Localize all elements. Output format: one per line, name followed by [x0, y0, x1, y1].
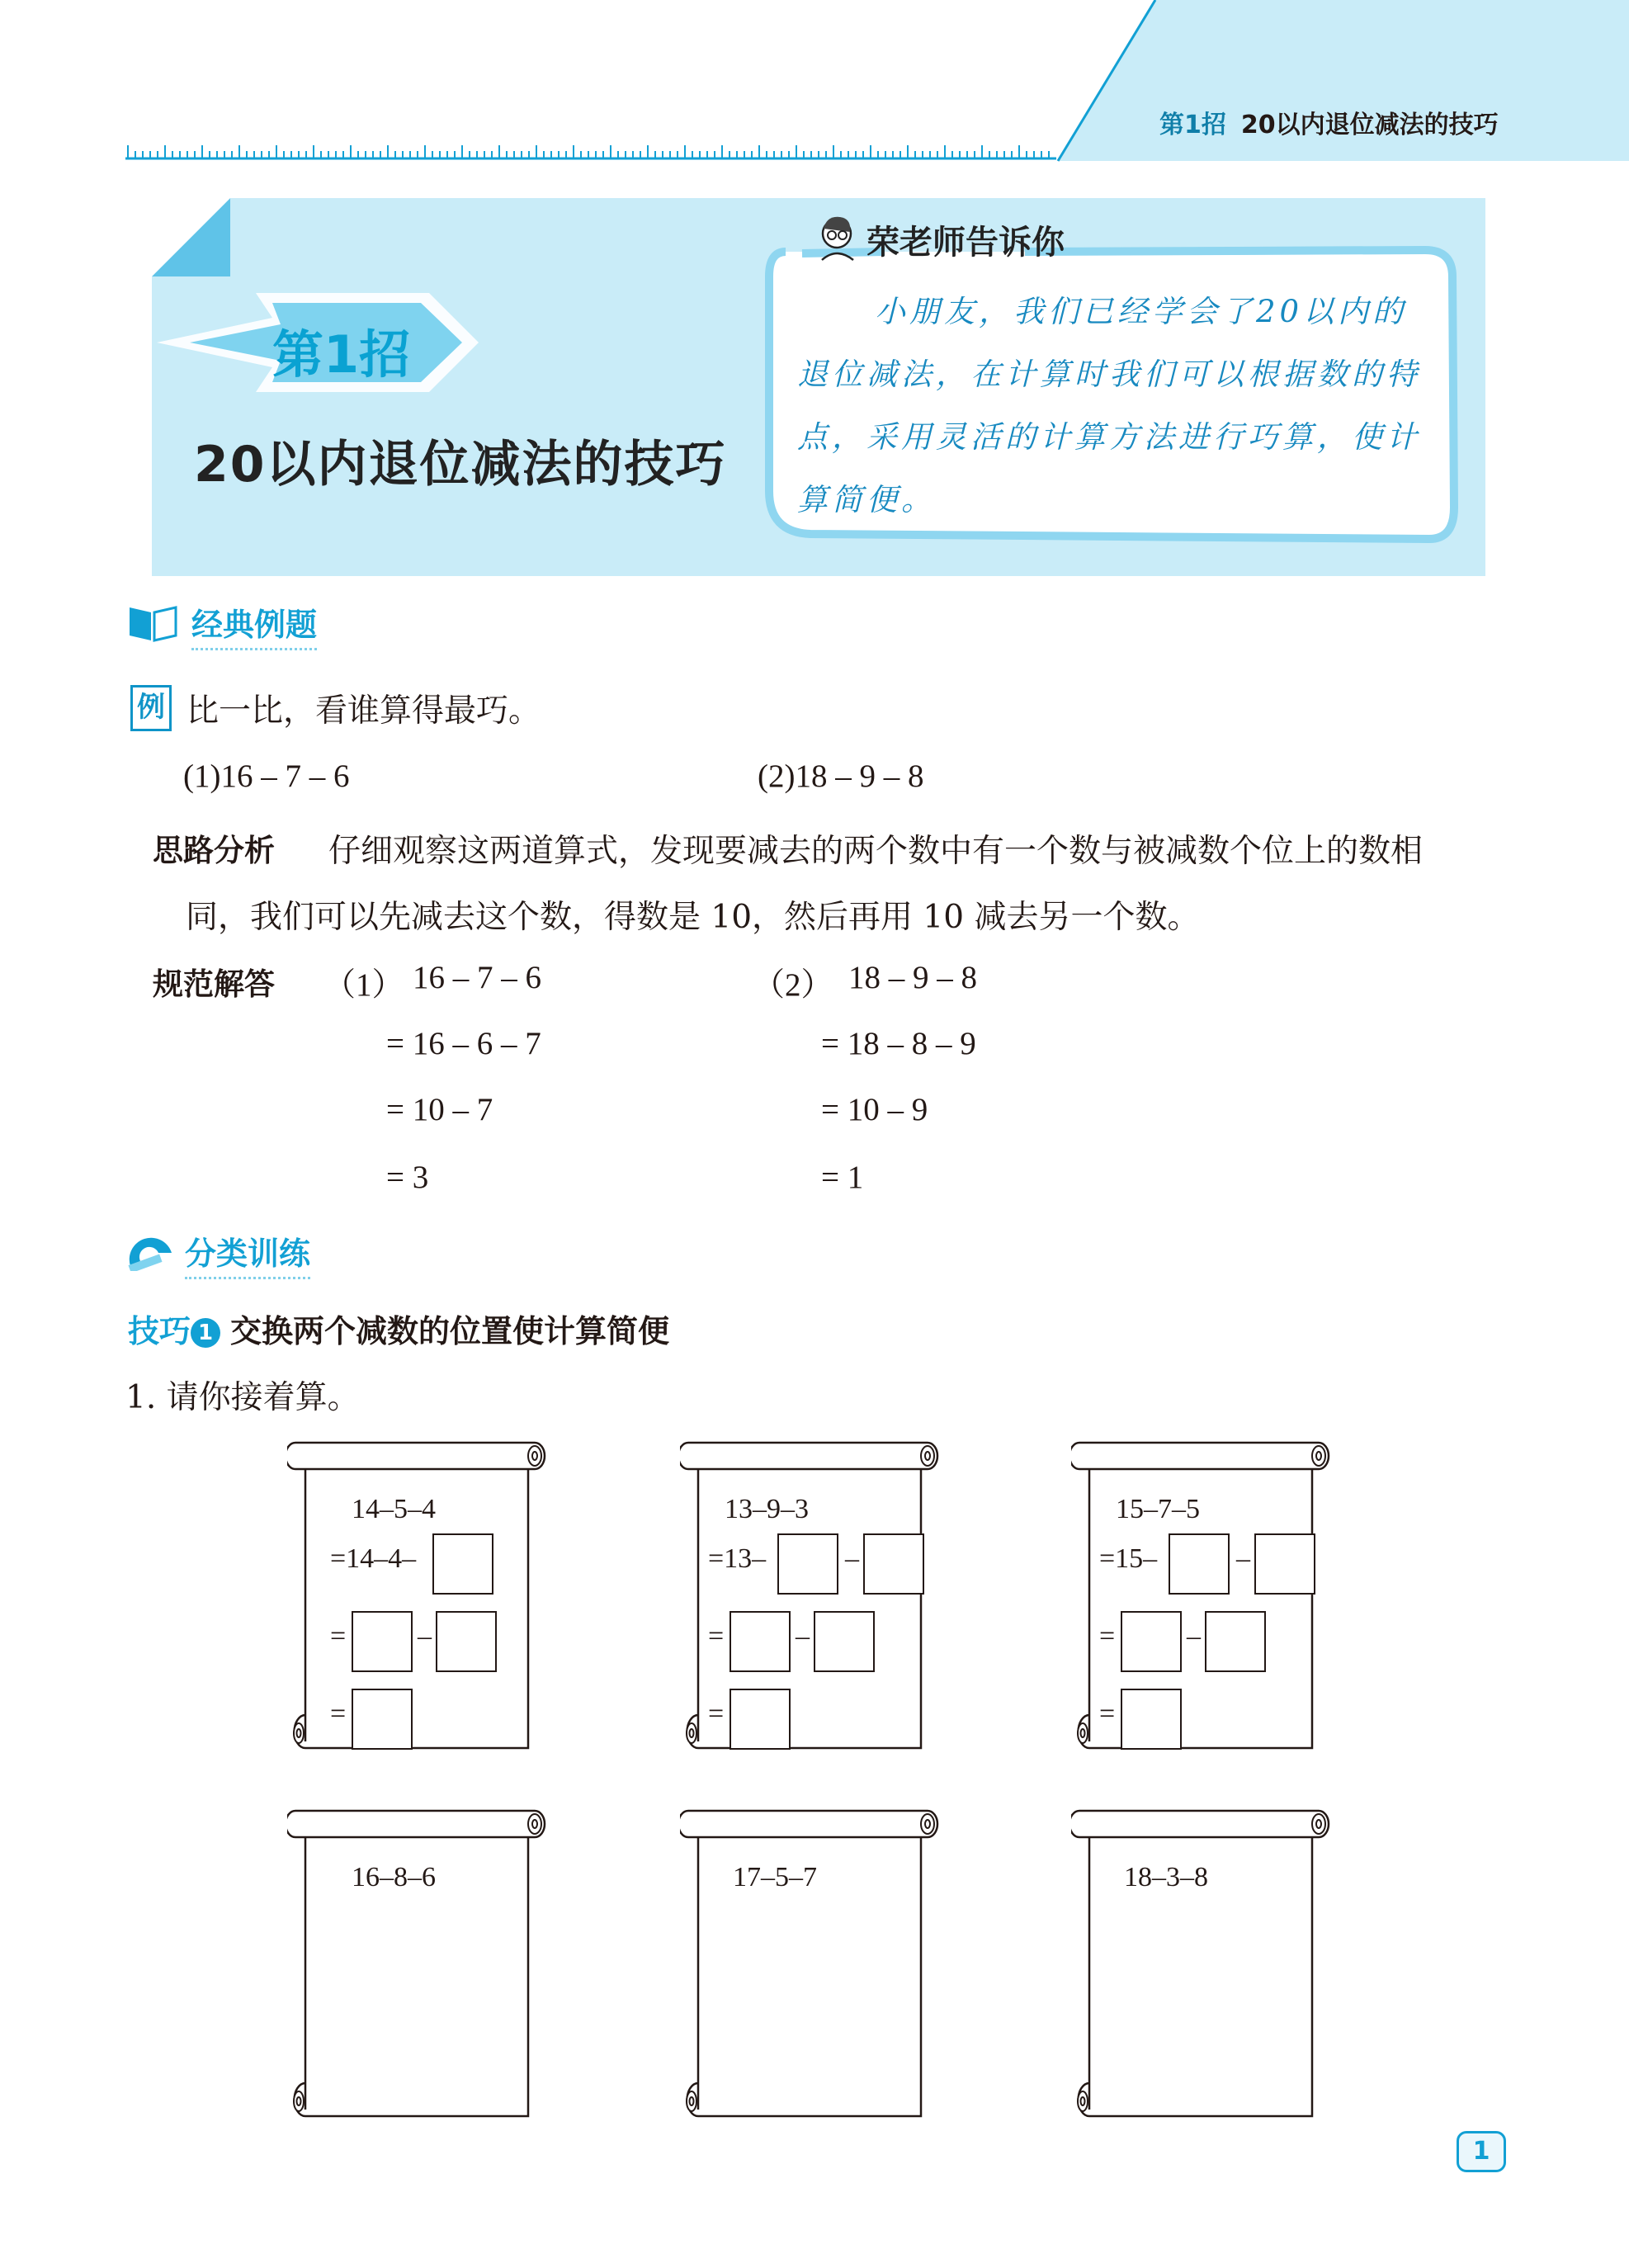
answer-area[interactable]	[1104, 1910, 1302, 2100]
running-head-chapter: 第1招	[1159, 111, 1226, 139]
tip-text: 小朋友，我们已经学会了20以内的退位减法，在计算时我们可以根据数的特点，采用灵活的计算方法进行巧算，使计算简便。	[797, 294, 1421, 517]
solution-1-line: = 3	[386, 1160, 429, 1195]
solution-2-tag: （2）	[753, 967, 833, 1003]
answer-box[interactable]	[436, 1611, 497, 1672]
analysis-line-2: 同，我们可以先减去这个数，得数是 10，然后再用 10 减去另一个数。	[186, 899, 1200, 936]
answer-box[interactable]	[1121, 1611, 1182, 1672]
scroll-card	[1071, 1803, 1335, 2133]
equals-sign: =	[330, 1621, 347, 1651]
equals-sign: =	[1099, 1621, 1116, 1651]
answer-box[interactable]	[1254, 1533, 1315, 1595]
answer-box[interactable]	[730, 1611, 791, 1672]
solution-2-line: = 1	[821, 1160, 864, 1195]
chapter-label: 第1招	[272, 324, 411, 385]
example-prompt: 比一比，看谁算得最巧。	[187, 692, 541, 730]
training-heading: 分类训练	[185, 1228, 310, 1279]
answer-box[interactable]	[814, 1611, 875, 1672]
page-number: 1	[1457, 2131, 1506, 2172]
minus-sign: –	[796, 1621, 810, 1651]
scroll-expression: 13–9–3	[725, 1494, 809, 1524]
equals-sign: =	[708, 1699, 725, 1729]
solution-1-tag: （1）	[323, 967, 404, 1003]
answer-box[interactable]	[1205, 1611, 1266, 1672]
tip-heading: 荣老师告诉你	[866, 224, 1065, 262]
answer-box[interactable]	[730, 1689, 791, 1750]
answer-area[interactable]	[320, 1910, 518, 2100]
scroll-step-text: =14–4–	[330, 1543, 417, 1574]
scroll-expression: 16–8–6	[352, 1862, 436, 1892]
technique-number: 1	[191, 1318, 220, 1348]
running-head	[1159, 104, 1499, 140]
scroll-card	[680, 1803, 944, 2133]
minus-sign: –	[1187, 1621, 1201, 1651]
answer-area[interactable]	[713, 1910, 911, 2100]
answer-label: 规范解答	[153, 966, 275, 1002]
chapter-title: 20以内退位减法的技巧	[194, 436, 727, 494]
teacher-avatar-icon	[815, 210, 860, 265]
solution-2-line: 18 – 9 – 8	[848, 960, 977, 995]
scroll-step-text: =13–	[708, 1543, 767, 1574]
answer-box[interactable]	[1121, 1689, 1182, 1750]
scroll-expression: 18–3–8	[1124, 1862, 1208, 1892]
example-badge: 例	[130, 685, 172, 731]
book-icon	[128, 602, 179, 642]
scroll-paper	[287, 1434, 551, 1765]
scroll-card	[287, 1803, 551, 2133]
answer-box[interactable]	[1169, 1533, 1230, 1595]
answer-box[interactable]	[352, 1689, 413, 1750]
classic-heading: 经典例题	[191, 599, 317, 650]
scroll-card	[287, 1434, 551, 1765]
header-decoration	[0, 0, 1629, 165]
solution-2-line: = 10 – 9	[821, 1092, 928, 1127]
technique-label: 技巧	[128, 1313, 191, 1349]
analysis-line-1: 仔细观察这两道算式，发现要减去的两个数中有一个数与被减数个位上的数相	[328, 833, 1424, 870]
scroll-expression: 17–5–7	[733, 1862, 817, 1892]
problem-2: (2)18 – 9 – 8	[758, 758, 924, 794]
solution-1-line: = 16 – 6 – 7	[386, 1026, 541, 1061]
scroll-expression: 14–5–4	[352, 1494, 436, 1524]
scroll-card	[1071, 1434, 1335, 1765]
equals-sign: =	[330, 1699, 347, 1729]
running-head-title: 20以内退位减法的技巧	[1240, 111, 1499, 139]
answer-box[interactable]	[863, 1533, 924, 1595]
analysis-label: 思路分析	[153, 833, 275, 868]
scroll-expression: 15–7–5	[1116, 1494, 1200, 1524]
ruler-protractor-icon	[125, 1228, 178, 1271]
scroll-step-text: =15–	[1099, 1543, 1158, 1574]
answer-box[interactable]	[777, 1533, 838, 1595]
problem-1: (1)16 – 7 – 6	[183, 758, 350, 794]
answer-box[interactable]	[352, 1611, 413, 1672]
minus-sign: –	[1236, 1543, 1250, 1574]
question-1: 1. 请你接着算。	[125, 1379, 360, 1416]
minus-sign: –	[845, 1543, 859, 1574]
scroll-card	[680, 1434, 944, 1765]
answer-box[interactable]	[432, 1533, 493, 1595]
solution-1-line: = 10 – 7	[386, 1092, 493, 1127]
equals-sign: =	[1099, 1699, 1116, 1729]
solution-2-line: = 18 – 8 – 9	[821, 1026, 976, 1061]
equals-sign: =	[708, 1621, 725, 1651]
banner-corner-fold	[152, 198, 234, 281]
technique-heading	[128, 1306, 669, 1351]
technique-text: 交换两个减数的位置使计算简便	[230, 1313, 670, 1349]
solution-1-line: 16 – 7 – 6	[413, 960, 541, 995]
minus-sign: –	[418, 1621, 432, 1651]
